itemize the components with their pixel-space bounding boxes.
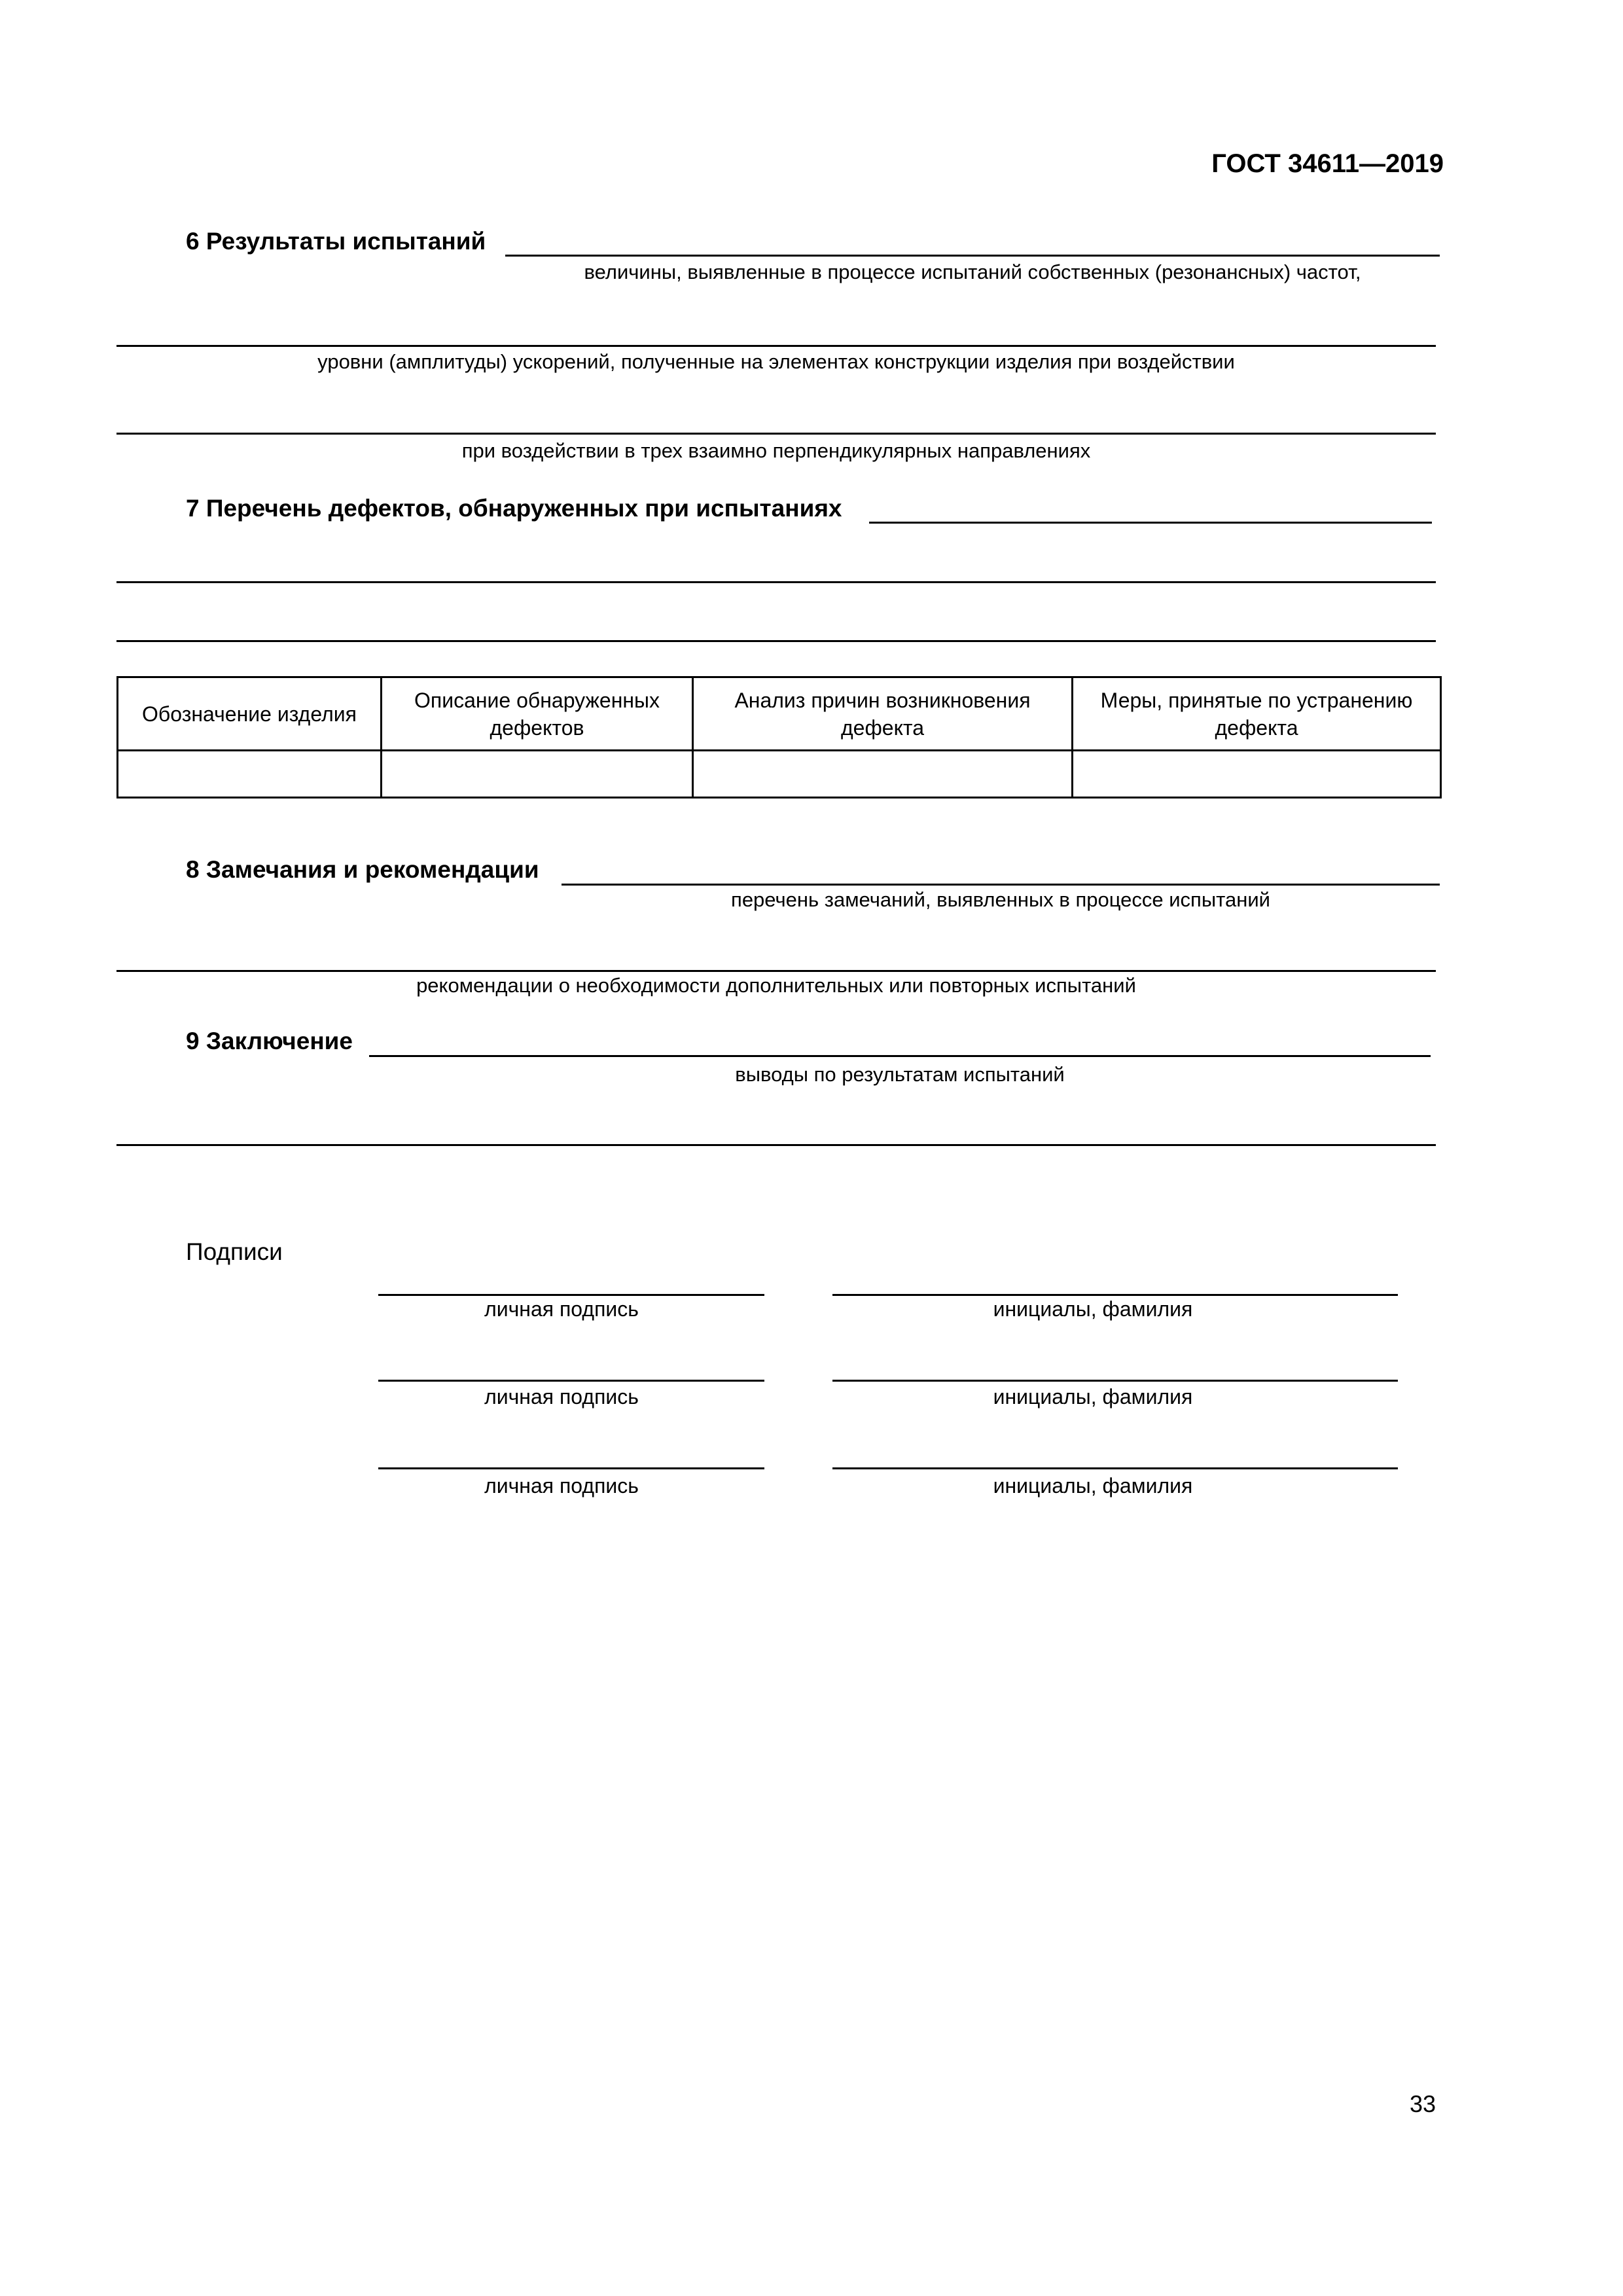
section-6-caption-2: уровни (амплитуды) ускорений, полученные на элементах конструкции изделия при воздействии <box>317 350 1235 373</box>
signature-caption: личная подпись <box>484 1474 639 1498</box>
section-9-input-line-1[interactable] <box>369 1055 1431 1057</box>
name-caption: инициалы, фамилия <box>993 1297 1193 1321</box>
section-9-title: 9 Заключение <box>186 1028 353 1054</box>
section-8-caption-1: перечень замечаний, выявленных в процессе испытаний <box>731 888 1270 911</box>
section-6-caption-3: при воздействии в трех взаимно перпендикулярных направлениях <box>461 439 1091 462</box>
section-6-input-line-1[interactable] <box>505 255 1440 257</box>
defects-table <box>116 676 1442 798</box>
section-7-input-line-3[interactable] <box>116 640 1436 642</box>
section-6-input-line-2[interactable] <box>116 345 1436 347</box>
name-caption: инициалы, фамилия <box>993 1385 1193 1408</box>
table-cell[interactable] <box>1073 751 1441 798</box>
section-6-title: 6 Результаты испытаний <box>186 228 486 255</box>
table-header-row <box>118 677 1441 751</box>
table-header-cell: Описание обнаруженных дефектов <box>382 677 693 751</box>
page-number: 33 <box>1409 2090 1436 2117</box>
name-line[interactable] <box>832 1294 1398 1296</box>
signature-line[interactable] <box>378 1380 764 1382</box>
section-6-caption-1: величины, выявленные в процессе испытаний собственных (резонансных) частот, <box>584 260 1361 283</box>
signature-caption: личная подпись <box>484 1385 639 1408</box>
signature-caption: личная подпись <box>484 1297 639 1321</box>
table-header-cell: Анализ причин возникновения дефекта <box>693 677 1073 751</box>
table-row <box>118 751 1441 798</box>
signature-line[interactable] <box>378 1294 764 1296</box>
table-header-cell: Обозначение изделия <box>118 677 382 751</box>
name-line[interactable] <box>832 1467 1398 1469</box>
section-7-input-line-2[interactable] <box>116 581 1436 583</box>
table-header-cell: Меры, принятые по устранению дефекта <box>1073 677 1441 751</box>
name-caption: инициалы, фамилия <box>993 1474 1193 1498</box>
document-header: ГОСТ 34611—2019 <box>1211 149 1444 178</box>
section-7-title: 7 Перечень дефектов, обнаруженных при испытаниях <box>186 495 842 522</box>
signatures-title: Подписи <box>186 1238 283 1265</box>
section-8-caption-2: рекомендации о необходимости дополнительных или повторных испытаний <box>416 974 1136 997</box>
signature-line[interactable] <box>378 1467 764 1469</box>
section-8-title: 8 Замечания и рекомендации <box>186 856 539 883</box>
section-9-input-line-2[interactable] <box>116 1144 1436 1146</box>
section-7-input-line-1[interactable] <box>869 522 1432 524</box>
table-cell[interactable] <box>118 751 382 798</box>
section-9-caption-1: выводы по результатам испытаний <box>735 1063 1065 1086</box>
table-cell[interactable] <box>382 751 693 798</box>
section-8-input-line-2[interactable] <box>116 970 1436 972</box>
section-6-input-line-3[interactable] <box>116 433 1436 435</box>
name-line[interactable] <box>832 1380 1398 1382</box>
table-cell[interactable] <box>693 751 1073 798</box>
section-8-input-line-1[interactable] <box>562 884 1440 886</box>
